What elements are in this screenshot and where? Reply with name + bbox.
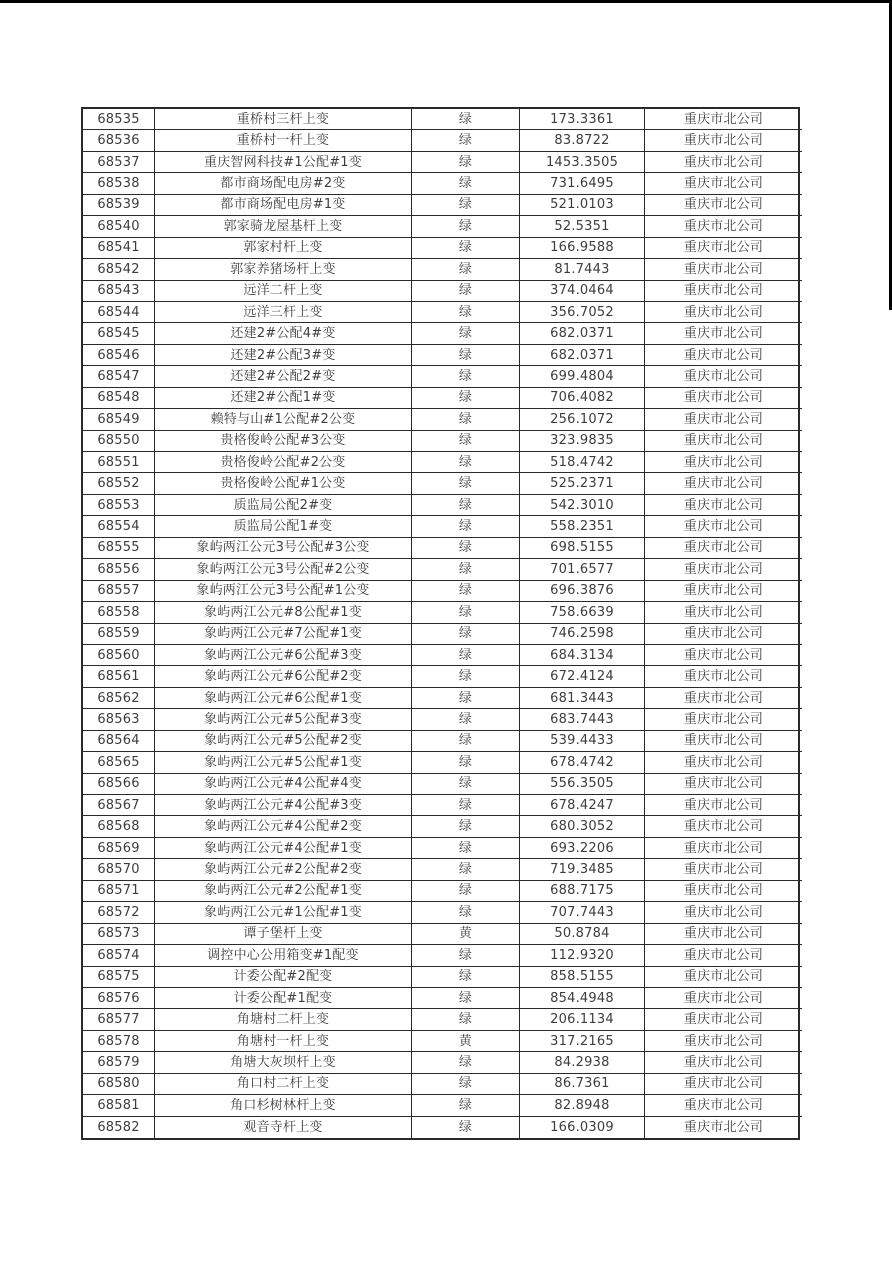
cell-name: 象屿两江公元#5公配#2变: [155, 731, 412, 752]
cell-status: 绿: [412, 645, 520, 666]
cell-value: 50.8784: [520, 924, 645, 945]
cell-company: 重庆市北公司: [645, 816, 802, 837]
cell-status: 绿: [412, 559, 520, 580]
cell-value: 52.5351: [520, 216, 645, 237]
cell-name: 象屿两江公元#4公配#3变: [155, 795, 412, 816]
cell-company: 重庆市北公司: [645, 752, 802, 773]
cell-status: 绿: [412, 152, 520, 173]
cell-id: 68567: [83, 795, 155, 816]
cell-status: 绿: [412, 366, 520, 387]
cell-id: 68552: [83, 473, 155, 494]
cell-company: 重庆市北公司: [645, 538, 802, 559]
cell-name: 贵格俊岭公配#2公变: [155, 452, 412, 473]
cell-name: 角塘村二杆上变: [155, 1009, 412, 1030]
cell-name: 质监局公配1#变: [155, 516, 412, 537]
cell-id: 68550: [83, 431, 155, 452]
cell-id: 68551: [83, 452, 155, 473]
cell-status: 绿: [412, 816, 520, 837]
cell-company: 重庆市北公司: [645, 688, 802, 709]
cell-name: 角塘村一杆上变: [155, 1031, 412, 1052]
cell-status: 绿: [412, 945, 520, 966]
cell-company: 重庆市北公司: [645, 195, 802, 216]
cell-name: 郭家骑龙屋基杆上变: [155, 216, 412, 237]
cell-value: 173.3361: [520, 109, 645, 130]
cell-status: 绿: [412, 323, 520, 344]
cell-name: 象屿两江公元#4公配#2变: [155, 816, 412, 837]
cell-company: 重庆市北公司: [645, 216, 802, 237]
cell-name: 计委公配#2配变: [155, 967, 412, 988]
cell-company: 重庆市北公司: [645, 624, 802, 645]
cell-company: 重庆市北公司: [645, 366, 802, 387]
cell-name: 象屿两江公元#2公配#1变: [155, 881, 412, 902]
cell-company: 重庆市北公司: [645, 152, 802, 173]
cell-value: 731.6495: [520, 173, 645, 194]
cell-company: 重庆市北公司: [645, 924, 802, 945]
cell-id: 68574: [83, 945, 155, 966]
cell-value: 693.2206: [520, 838, 645, 859]
cell-value: 680.3052: [520, 816, 645, 837]
cell-company: 重庆市北公司: [645, 774, 802, 795]
cell-company: 重庆市北公司: [645, 345, 802, 366]
cell-company: 重庆市北公司: [645, 645, 802, 666]
cell-name: 还建2#公配3#变: [155, 345, 412, 366]
cell-name: 象屿两江公元#5公配#3变: [155, 709, 412, 730]
cell-status: 绿: [412, 988, 520, 1009]
cell-company: 重庆市北公司: [645, 1074, 802, 1095]
cell-company: 重庆市北公司: [645, 302, 802, 323]
cell-name: 象屿两江公元#4公配#4变: [155, 774, 412, 795]
cell-name: 角口杉树林杆上变: [155, 1095, 412, 1116]
cell-name: 重桥村一杆上变: [155, 130, 412, 151]
cell-value: 706.4082: [520, 388, 645, 409]
cell-id: 68576: [83, 988, 155, 1009]
cell-name: 象屿两江公元#8公配#1变: [155, 602, 412, 623]
cell-company: 重庆市北公司: [645, 859, 802, 880]
cell-company: 重庆市北公司: [645, 731, 802, 752]
cell-status: 绿: [412, 624, 520, 645]
cell-company: 重庆市北公司: [645, 495, 802, 516]
cell-status: 绿: [412, 688, 520, 709]
cell-status: 绿: [412, 752, 520, 773]
cell-value: 112.9320: [520, 945, 645, 966]
cell-name: 贵格俊岭公配#3公变: [155, 431, 412, 452]
cell-status: 绿: [412, 538, 520, 559]
cell-value: 719.3485: [520, 859, 645, 880]
cell-value: 678.4742: [520, 752, 645, 773]
cell-company: 重庆市北公司: [645, 109, 802, 130]
cell-id: 68578: [83, 1031, 155, 1052]
cell-name: 观音寺杆上变: [155, 1117, 412, 1138]
cell-name: 象屿两江公元#1公配#1变: [155, 902, 412, 923]
cell-status: 绿: [412, 259, 520, 280]
cell-name: 郭家养猪场杆上变: [155, 259, 412, 280]
cell-id: 68566: [83, 774, 155, 795]
scan-edge-top: [0, 0, 892, 3]
cell-status: 绿: [412, 216, 520, 237]
cell-id: 68536: [83, 130, 155, 151]
cell-name: 赖特与山#1公配#2公变: [155, 409, 412, 430]
cell-company: 重庆市北公司: [645, 1031, 802, 1052]
cell-company: 重庆市北公司: [645, 431, 802, 452]
cell-name: 角口村二杆上变: [155, 1074, 412, 1095]
cell-company: 重庆市北公司: [645, 1052, 802, 1073]
cell-id: 68541: [83, 238, 155, 259]
cell-id: 68553: [83, 495, 155, 516]
cell-status: 绿: [412, 1117, 520, 1138]
cell-name: 还建2#公配1#变: [155, 388, 412, 409]
cell-value: 518.4742: [520, 452, 645, 473]
cell-company: 重庆市北公司: [645, 666, 802, 687]
cell-id: 68582: [83, 1117, 155, 1138]
cell-id: 68571: [83, 881, 155, 902]
cell-id: 68577: [83, 1009, 155, 1030]
cell-name: 象屿两江公元3号公配#3公变: [155, 538, 412, 559]
cell-id: 68568: [83, 816, 155, 837]
cell-value: 539.4433: [520, 731, 645, 752]
cell-name: 象屿两江公元#6公配#1变: [155, 688, 412, 709]
cell-status: 绿: [412, 838, 520, 859]
cell-name: 象屿两江公元#4公配#1变: [155, 838, 412, 859]
cell-value: 683.7443: [520, 709, 645, 730]
cell-id: 68561: [83, 666, 155, 687]
cell-name: 象屿两江公元3号公配#1公变: [155, 581, 412, 602]
cell-id: 68537: [83, 152, 155, 173]
cell-value: 701.6577: [520, 559, 645, 580]
cell-status: 黄: [412, 924, 520, 945]
cell-value: 356.7052: [520, 302, 645, 323]
cell-company: 重庆市北公司: [645, 516, 802, 537]
cell-value: 698.5155: [520, 538, 645, 559]
cell-status: 绿: [412, 473, 520, 494]
cell-name: 象屿两江公元#2公配#2变: [155, 859, 412, 880]
cell-status: 绿: [412, 902, 520, 923]
cell-id: 68559: [83, 624, 155, 645]
cell-name: 贵格俊岭公配#1公变: [155, 473, 412, 494]
cell-status: 绿: [412, 388, 520, 409]
cell-company: 重庆市北公司: [645, 581, 802, 602]
cell-value: 81.7443: [520, 259, 645, 280]
cell-name: 象屿两江公元#6公配#3变: [155, 645, 412, 666]
cell-value: 166.0309: [520, 1117, 645, 1138]
cell-value: 678.4247: [520, 795, 645, 816]
cell-id: 68554: [83, 516, 155, 537]
cell-id: 68569: [83, 838, 155, 859]
cell-id: 68563: [83, 709, 155, 730]
cell-company: 重庆市北公司: [645, 473, 802, 494]
cell-id: 68549: [83, 409, 155, 430]
cell-id: 68580: [83, 1074, 155, 1095]
cell-name: 角塘大灰坝杆上变: [155, 1052, 412, 1073]
cell-company: 重庆市北公司: [645, 1095, 802, 1116]
cell-name: 重庆智网科技#1公配#1变: [155, 152, 412, 173]
cell-value: 682.0371: [520, 323, 645, 344]
cell-status: 绿: [412, 109, 520, 130]
cell-value: 707.7443: [520, 902, 645, 923]
cell-value: 684.3134: [520, 645, 645, 666]
cell-name: 还建2#公配4#变: [155, 323, 412, 344]
cell-id: 68581: [83, 1095, 155, 1116]
cell-id: 68545: [83, 323, 155, 344]
cell-status: 绿: [412, 859, 520, 880]
cell-id: 68562: [83, 688, 155, 709]
cell-status: 绿: [412, 431, 520, 452]
cell-status: 绿: [412, 345, 520, 366]
cell-status: 绿: [412, 195, 520, 216]
cell-value: 558.2351: [520, 516, 645, 537]
cell-status: 绿: [412, 302, 520, 323]
cell-name: 还建2#公配2#变: [155, 366, 412, 387]
cell-id: 68572: [83, 902, 155, 923]
cell-name: 远洋二杆上变: [155, 281, 412, 302]
cell-status: 绿: [412, 173, 520, 194]
cell-id: 68544: [83, 302, 155, 323]
cell-value: 256.1072: [520, 409, 645, 430]
cell-value: 758.6639: [520, 602, 645, 623]
cell-name: 重桥村三杆上变: [155, 109, 412, 130]
cell-company: 重庆市北公司: [645, 130, 802, 151]
cell-company: 重庆市北公司: [645, 988, 802, 1009]
cell-value: 682.0371: [520, 345, 645, 366]
cell-value: 672.4124: [520, 666, 645, 687]
cell-status: 绿: [412, 1074, 520, 1095]
cell-id: 68565: [83, 752, 155, 773]
cell-status: 绿: [412, 602, 520, 623]
cell-name: 象屿两江公元#5公配#1变: [155, 752, 412, 773]
cell-company: 重庆市北公司: [645, 967, 802, 988]
cell-value: 1453.3505: [520, 152, 645, 173]
cell-id: 68558: [83, 602, 155, 623]
cell-id: 68535: [83, 109, 155, 130]
cell-id: 68543: [83, 281, 155, 302]
cell-company: 重庆市北公司: [645, 902, 802, 923]
cell-status: 绿: [412, 452, 520, 473]
cell-value: 696.3876: [520, 581, 645, 602]
cell-id: 68557: [83, 581, 155, 602]
cell-id: 68573: [83, 924, 155, 945]
cell-status: 绿: [412, 774, 520, 795]
cell-value: 556.3505: [520, 774, 645, 795]
cell-id: 68564: [83, 731, 155, 752]
cell-status: 绿: [412, 130, 520, 151]
cell-value: 681.3443: [520, 688, 645, 709]
cell-status: 绿: [412, 581, 520, 602]
cell-name: 象屿两江公元#6公配#2变: [155, 666, 412, 687]
cell-name: 计委公配#1配变: [155, 988, 412, 1009]
cell-status: 绿: [412, 881, 520, 902]
cell-status: 绿: [412, 1095, 520, 1116]
cell-company: 重庆市北公司: [645, 452, 802, 473]
cell-value: 858.5155: [520, 967, 645, 988]
cell-value: 323.9835: [520, 431, 645, 452]
cell-name: 都市商场配电房#2变: [155, 173, 412, 194]
cell-status: 绿: [412, 795, 520, 816]
cell-company: 重庆市北公司: [645, 881, 802, 902]
cell-id: 68546: [83, 345, 155, 366]
cell-value: 746.2598: [520, 624, 645, 645]
cell-status: 绿: [412, 409, 520, 430]
cell-id: 68539: [83, 195, 155, 216]
cell-value: 84.2938: [520, 1052, 645, 1073]
cell-value: 374.0464: [520, 281, 645, 302]
cell-id: 68560: [83, 645, 155, 666]
cell-company: 重庆市北公司: [645, 388, 802, 409]
cell-company: 重庆市北公司: [683, 1119, 764, 1135]
cell-company: 重庆市北公司: [645, 559, 802, 580]
cell-company: 重庆市北公司: [645, 173, 802, 194]
cell-company: 重庆市北公司: [645, 709, 802, 730]
cell-name: 象屿两江公元3号公配#2公变: [155, 559, 412, 580]
cell-status: 绿: [412, 1052, 520, 1073]
cell-company: 重庆市北公司: [645, 323, 802, 344]
cell-name: 谭子堡杆上变: [155, 924, 412, 945]
cell-id: 68547: [83, 366, 155, 387]
cell-name: 质监局公配2#变: [155, 495, 412, 516]
cell-company: 重庆市北公司: [645, 795, 802, 816]
cell-id: 68579: [83, 1052, 155, 1073]
cell-value: 86.7361: [520, 1074, 645, 1095]
cell-id: 68555: [83, 538, 155, 559]
cell-status: 绿: [412, 1009, 520, 1030]
cell-status: 绿: [412, 967, 520, 988]
cell-company: 重庆市北公司: [645, 238, 802, 259]
cell-value: 166.9588: [520, 238, 645, 259]
cell-value: 82.8948: [520, 1095, 645, 1116]
cell-status: 绿: [412, 238, 520, 259]
cell-value: 688.7175: [520, 881, 645, 902]
cell-value: 83.8722: [520, 130, 645, 151]
cell-name: 象屿两江公元#7公配#1变: [155, 624, 412, 645]
cell-status: 绿: [412, 495, 520, 516]
cell-name: 都市商场配电房#1变: [155, 195, 412, 216]
cell-name: 远洋三杆上变: [155, 302, 412, 323]
cell-value: 542.3010: [520, 495, 645, 516]
cell-id: 68575: [83, 967, 155, 988]
cell-value: 206.1134: [520, 1009, 645, 1030]
cell-value: 525.2371: [520, 473, 645, 494]
cell-name: 调控中心公用箱变#1配变: [155, 945, 412, 966]
cell-value: 854.4948: [520, 988, 645, 1009]
cell-id: 68556: [83, 559, 155, 580]
cell-value: 521.0103: [520, 195, 645, 216]
cell-id: 68540: [83, 216, 155, 237]
cell-value: 317.2165: [520, 1031, 645, 1052]
cell-company: 重庆市北公司: [645, 259, 802, 280]
cell-status: 绿: [412, 731, 520, 752]
cell-status: 绿: [412, 709, 520, 730]
cell-status: 绿: [412, 516, 520, 537]
cell-company: 重庆市北公司: [645, 1009, 802, 1030]
cell-id: 68570: [83, 859, 155, 880]
cell-company: 重庆市北公司: [645, 838, 802, 859]
cell-id: 68542: [83, 259, 155, 280]
data-table: [81, 107, 800, 1140]
cell-status: 黄: [412, 1031, 520, 1052]
cell-company: 重庆市北公司: [645, 281, 802, 302]
cell-id: 68548: [83, 388, 155, 409]
cell-status: 绿: [412, 281, 520, 302]
cell-company: 重庆市北公司: [645, 602, 802, 623]
cell-status: 绿: [412, 666, 520, 687]
cell-company: 重庆市北公司: [645, 409, 802, 430]
cell-id: 68538: [83, 173, 155, 194]
cell-company: 重庆市北公司: [645, 945, 802, 966]
cell-name: 郭家村杆上变: [155, 238, 412, 259]
cell-value: 699.4804: [520, 366, 645, 387]
